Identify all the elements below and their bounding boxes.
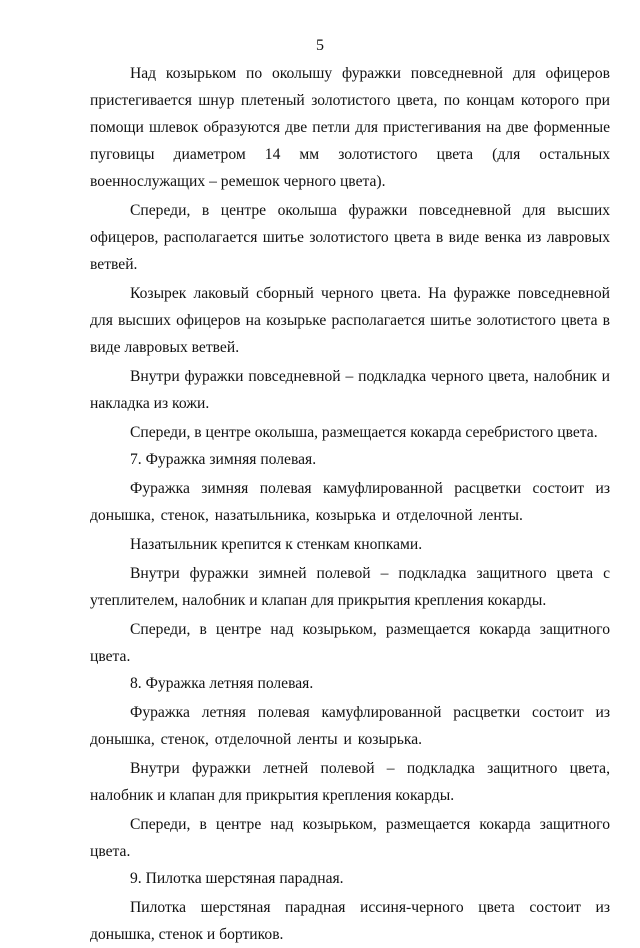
paragraph: Спереди, в центре околыша фуражки повседневной для высших офицеров, располагается шитье золотистого цвета в виде венка из лавровых ветвей. <box>90 202 610 273</box>
section-heading: 9. Пилотка шерстяная парадная. <box>130 870 344 887</box>
paragraph: Назатыльник крепится к стенкам кнопками. <box>130 536 423 553</box>
paragraph: Козырек лаковый сборный черного цвета. На фуражке повседневной для высших офицеров на козырьке располагается шитье золотистого цвета в виде лавровых ветвей. <box>90 285 610 356</box>
paragraph: Спереди, в центре околыша, размещается кокарда серебристого цвета. <box>130 424 598 441</box>
paragraph: Внутри фуражки зимней полевой – подкладка защитного цвета с утеплителем, налобник и клапан для прикрытия крепления кокарды. <box>90 565 610 609</box>
section-heading: 8. Фуражка летняя полевая. <box>130 675 314 692</box>
paragraph: Внутри фуражки повседневной – подкладка черного цвета, налобник и накладка из кожи. <box>90 368 610 412</box>
paragraph: Пилотка шерстяная парадная иссиня-черного цвета состоит из донышка, стенок и бортиков. <box>90 899 610 943</box>
paragraph: Спереди, в центре над козырьком, размещается кокарда защитного цвета. <box>90 816 610 860</box>
page-number: 5 <box>316 37 324 54</box>
paragraph: Внутри фуражки летней полевой – подкладка защитного цвета, налобник и клапан для прикрытия крепления кокарды. <box>90 760 610 804</box>
paragraph: Над козырьком по околышу фуражки повседневной для офицеров пристегивается шнур плетеный золотистого цвета, по концам которого при помощи шлевок образуются две петли для пристегивания на две форменные пуговицы диаметром 14 мм золотистого цвета (для остальных военнослужащих – ремешок черного цвета). <box>90 65 610 190</box>
paragraph: Фуражка летняя полевая камуфлированной расцветки состоит из донышка, стенок, отделочной ленты и козырька. <box>90 704 610 748</box>
paragraph: Фуражка зимняя полевая камуфлированной расцветки состоит из донышка, стенок, назатыльника, козырька и отделочной ленты. <box>90 480 610 524</box>
document-body <box>90 60 610 948</box>
section-heading: 7. Фуражка зимняя полевая. <box>130 451 317 468</box>
paragraph: Спереди, в центре над козырьком, размещается кокарда защитного цвета. <box>90 621 610 665</box>
